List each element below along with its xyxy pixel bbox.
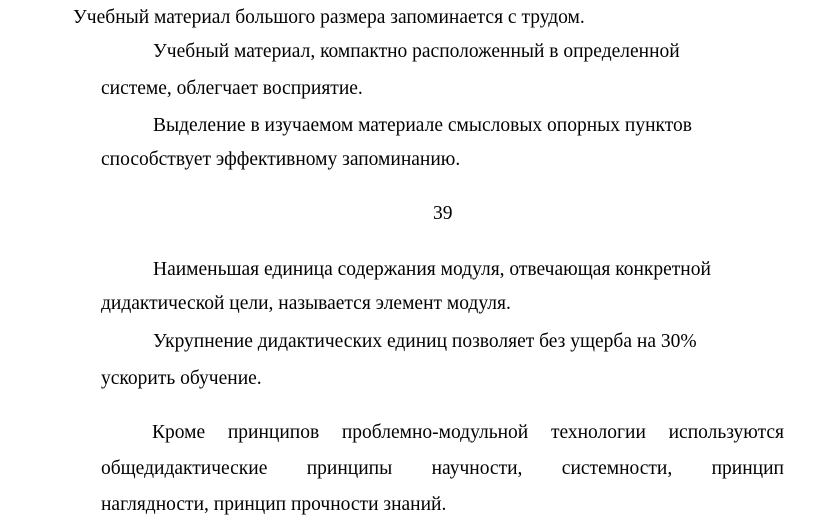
paragraph-module-element-line1: Наименьшая единица содержания модуля, отвечающая конкретной xyxy=(153,259,711,280)
paragraph-principles-line2: общедидактические принципы научности, системности, принцип xyxy=(101,458,784,479)
paragraph-compact-material-line2: системе, облегчает восприятие. xyxy=(101,78,363,99)
paragraph-principles-line1: Кроме принципов проблемно-модульной технологии используются xyxy=(152,422,784,443)
page-number: 39 xyxy=(433,203,453,224)
paragraph-principles-line3: наглядности, принцип прочности знаний. xyxy=(101,494,447,515)
paragraph-key-points-line1: Выделение в изучаемом материале смысловых опорных пунктов xyxy=(153,115,692,136)
paragraph-didactic-units-line1: Укрупнение дидактических единиц позволяет без ущерба на 30% xyxy=(153,331,697,352)
paragraph-didactic-units-line2: ускорить обучение. xyxy=(101,368,262,389)
paragraph-key-points-line2: способствует эффективному запоминанию. xyxy=(101,149,461,170)
paragraph-module-element-line2: дидактической цели, называется элемент модуля. xyxy=(101,293,511,314)
paragraph-compact-material-line1: Учебный материал, компактно расположенный в определенной xyxy=(153,41,680,62)
paragraph-large-material: Учебный материал большого размера запоминается с трудом. xyxy=(73,7,585,28)
